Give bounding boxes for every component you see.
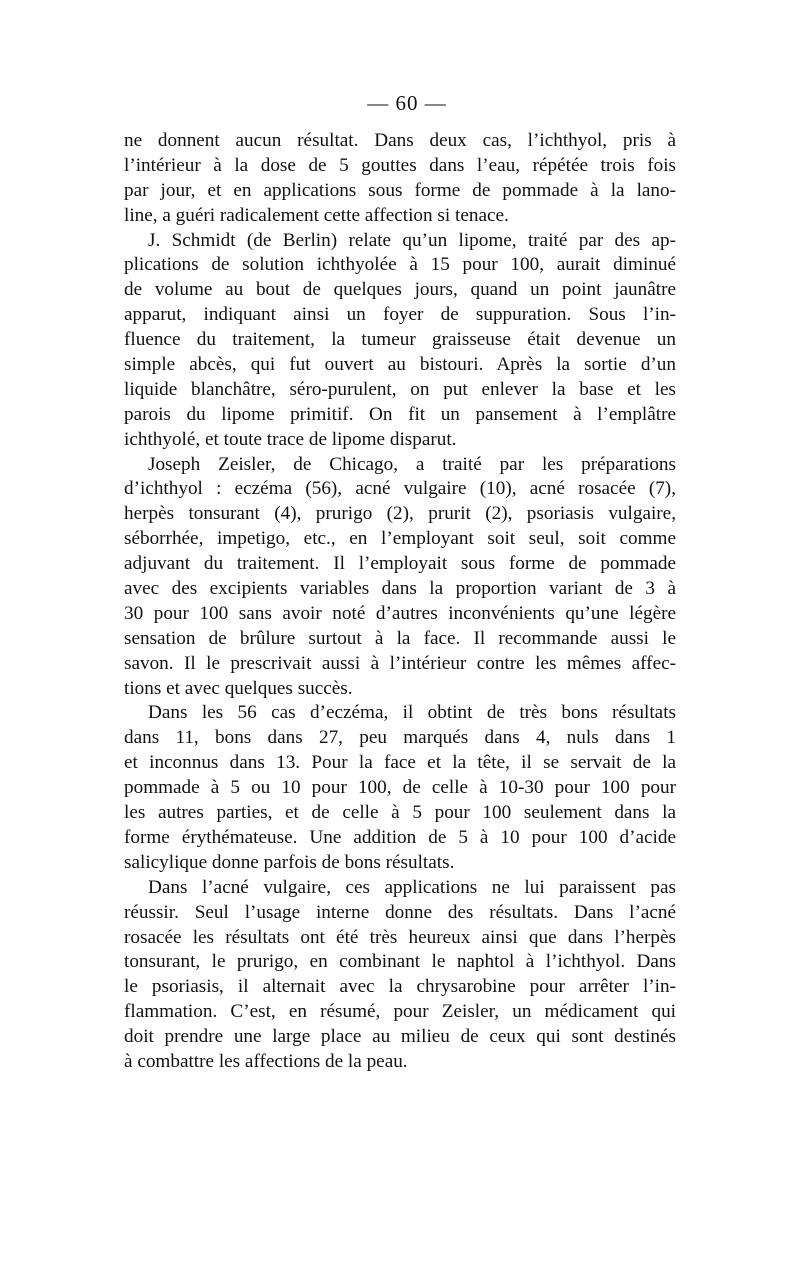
text-line: de volume au bout de quelques jours, quand un point jaunâtre [124,279,676,301]
text-line: l’intérieur à la dose de 5 gouttes dans l’eau, répétée trois fois [124,154,676,176]
text-line: flammation. C’est, en résumé, pour Zeisler, un médicament qui [124,1001,676,1023]
text-line: pommade à 5 ou 10 pour 100, de celle à 10-30 pour 100 pour [124,777,676,799]
text-line: simple abcès, qui fut ouvert au bistouri. Après la sortie d’un [124,354,676,376]
text-line: ne donnent aucun résultat. Dans deux cas, l’ichthyol, pris à [124,130,676,151]
text-line: Joseph Zeisler, de Chicago, a traité par les préparations [148,453,676,475]
text-line: Dans les 56 cas d’eczéma, il obtint de très bons résultats [148,702,676,724]
text-line: ichthyolé, et toute trace de lipome disparut. [124,428,457,450]
document-page [124,88,676,1075]
text-line: adjuvant du traitement. Il l’employait sous forme de pommade [124,553,676,575]
text-line: J. Schmidt (de Berlin) relate qu’un lipome, traité par des ap- [148,229,676,251]
text-line: 30 pour 100 sans avoir noté d’autres inconvénients qu’une légère [124,602,676,624]
text-line: apparut, indiquant ainsi un foyer de suppuration. Sous l’in- [124,304,676,326]
body-text [124,129,676,1075]
page-number: — 60 — [367,91,447,115]
text-line: dans 11, bons dans 27, peu marqués dans 4, nuls dans 1 [124,727,676,749]
paragraph [124,453,676,702]
text-line: Dans l’acné vulgaire, ces applications ne lui paraissent pas [148,876,676,898]
text-line: tions et avec quelques succès. [124,677,353,699]
text-line: plications de solution ichthyolée à 15 pour 100, aurait diminué [124,254,676,276]
text-line: doit prendre une large place au milieu de ceux qui sont destinés [124,1026,676,1048]
text-line: savon. Il le prescrivait aussi à l’intérieur contre les mêmes affec- [124,652,676,674]
text-line: à combattre les affections de la peau. [124,1050,408,1072]
paragraph [124,876,676,1075]
text-line: herpès tonsurant (4), prurigo (2), prurit (2), psoriasis vulgaire, [124,503,676,525]
text-line: liquide blanchâtre, séro-purulent, on put enlever la base et les [124,378,676,400]
text-line: rosacée les résultats ont été très heureux ainsi que dans l’herpès [124,926,676,948]
text-line: tonsurant, le prurigo, en combinant le naphtol à l’ichthyol. Dans [124,951,676,973]
text-line: avec des excipients variables dans la proportion variant de 3 à [124,578,676,600]
text-line: par jour, et en applications sous forme de pommade à la lano- [124,179,676,201]
paragraph [124,229,676,453]
text-line: parois du lipome primitif. On fit un pansement à l’emplâtre [124,403,676,425]
text-line: forme érythémateuse. Une addition de 5 à 10 pour 100 d’acide [124,826,676,848]
text-line: line, a guéri radicalement cette affection si tenace. [124,204,509,226]
text-line: fluence du traitement, la tumeur graisseuse était devenue un [124,329,676,351]
text-line: sensation de brûlure surtout à la face. Il recommande aussi le [124,627,676,649]
text-line: séborrhée, impetigo, etc., en l’employant soit seul, soit comme [124,528,676,550]
paragraph [124,701,676,875]
text-line: le psoriasis, il alternait avec la chrysarobine pour arrêter l’in- [124,976,676,998]
text-line: réussir. Seul l’usage interne donne des résultats. Dans l’acné [124,901,676,923]
text-line: et inconnus dans 13. Pour la face et la tête, il se servait de la [124,752,676,774]
text-line: d’ichthyol : eczéma (56), acné vulgaire (10), acné rosacée (7), [124,478,676,500]
paragraph [124,129,676,229]
text-line: salicylique donne parfois de bons résultats. [124,851,455,873]
text-line: les autres parties, et de celle à 5 pour 100 seulement dans la [124,802,676,824]
